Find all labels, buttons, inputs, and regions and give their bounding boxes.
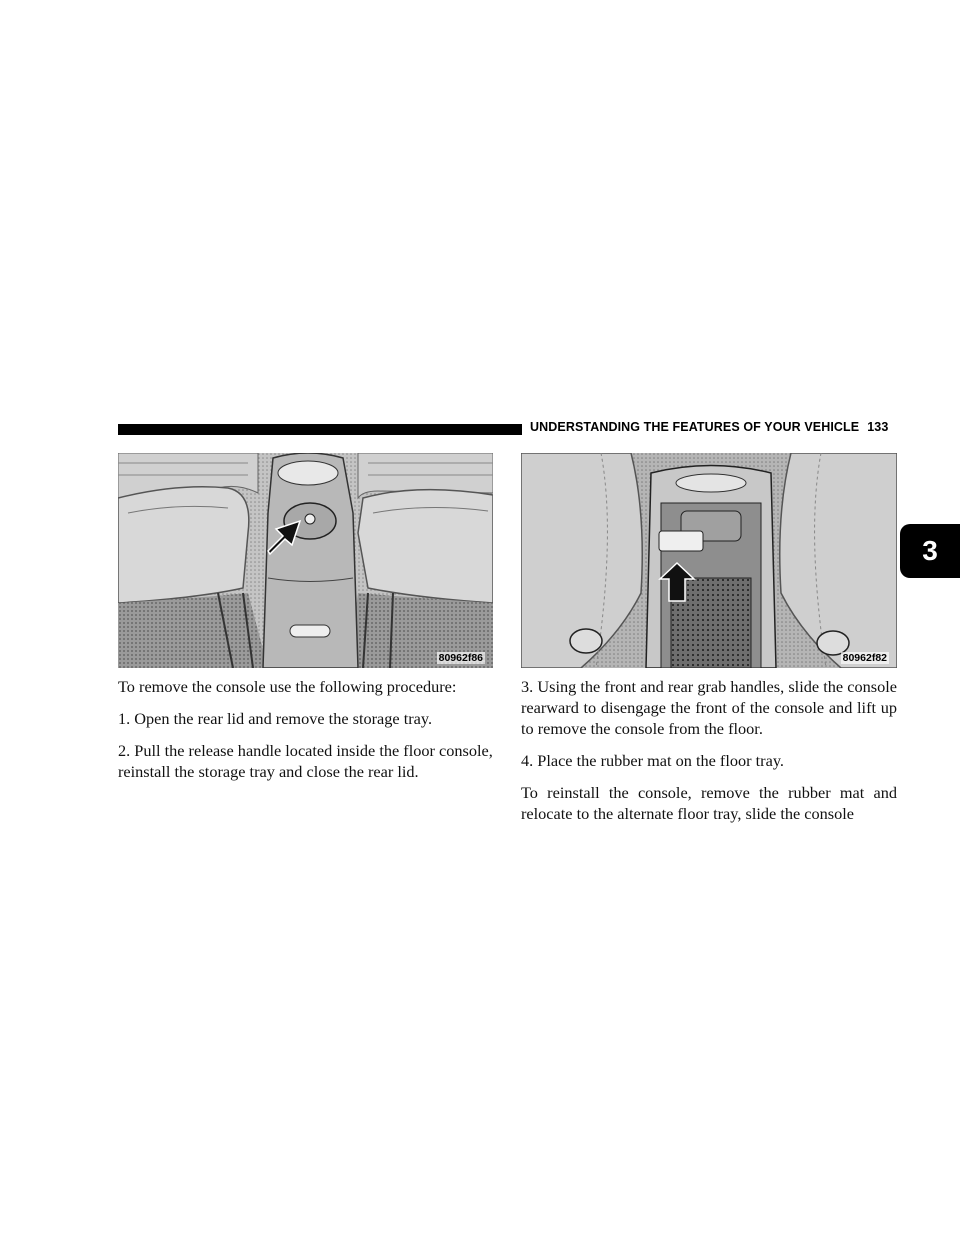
figure-code: 80962f82 <box>842 652 887 664</box>
paragraph: 3. Using the front and rear grab handles, slide the console rearward to disengage the front of the console and lift up to remove the console from the floor. <box>521 677 897 738</box>
paragraph: 4. Place the rubber mat on the floor tray. <box>521 751 784 770</box>
figure-console-grab-handles <box>521 453 897 668</box>
running-header <box>530 420 895 440</box>
console-removal-illustration <box>521 453 897 668</box>
console-release-illustration <box>118 453 493 668</box>
header-rule <box>118 424 522 435</box>
chapter-tab <box>900 524 960 578</box>
header-title-text: UNDERSTANDING THE FEATURES OF YOUR VEHICLE <box>530 420 860 434</box>
paragraph: 2. Pull the release handle located inside the floor console, reinstall the storage tray and close the rear lid. <box>118 741 493 781</box>
figure-code: 80962f86 <box>438 652 483 664</box>
right-column-text <box>521 676 897 835</box>
paragraph: To reinstall the console, remove the rubber mat and relocate to the alternate floor tray, slide the console <box>521 783 897 823</box>
paragraph: 1. Open the rear lid and remove the storage tray. <box>118 709 433 728</box>
left-column-text <box>118 676 496 793</box>
figure-console-release-handle <box>118 453 493 668</box>
page-number: 133 <box>867 420 889 434</box>
chapter-number: 3 <box>922 535 938 566</box>
paragraph: To remove the console use the following procedure: <box>118 677 457 696</box>
